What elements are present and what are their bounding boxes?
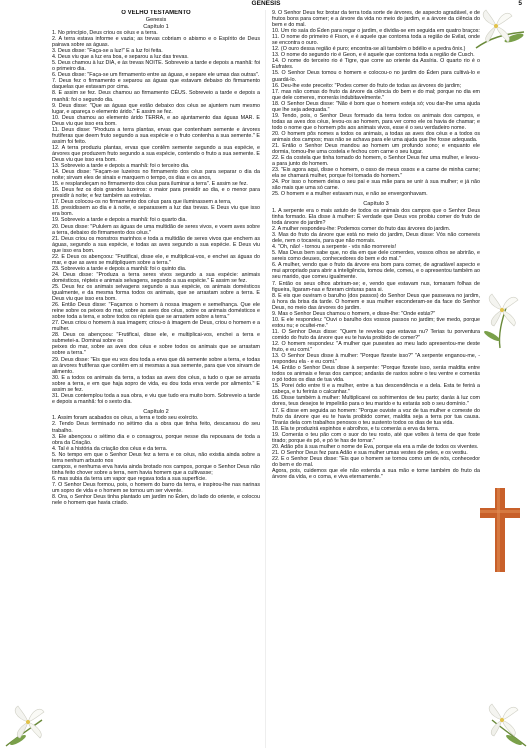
verse: 14. Então o Senhor Deus disse à serpente: "Porque fizeste isso, serás maldita entre todos os animais e feras dos campos; andarás de rastos sobre o teu ventre e comerás o pó todos os dias de tua vida. <box>272 365 480 384</box>
verse: 15. e resplandeçam no firmamento dos céus para iluminar a terra". E assim se fez. <box>52 181 248 188</box>
verse: 21. Deus criou os monstros marinhos e toda a multidão de seres vivos que enchem as águas, segundo a sua espécie, e todas as aves segundo a sua espécie. E Deus viu que isso era bom. <box>52 235 260 254</box>
verse: 4. Tal é a história da criação dos céus e da terra. <box>52 445 168 452</box>
white-lily-icon <box>470 8 528 52</box>
verse: 10. Um rio saía do Éden para regar o jardim, e dividia-se em seguida em quatro braços: <box>272 28 480 35</box>
verse: 16. Deus fez os dois grandes luzeiros: o maior para presidir ao dia, e o menor para presidir à noite; e fez também as estrelas. <box>52 187 260 200</box>
running-title: GENESIS <box>251 0 281 7</box>
verse: 21. Então o Senhor Deus mandou ao homem um profundo sono; e enquanto ele dormia, tomou-lhe uma costela e fechou com carne o seu lugar. <box>272 143 480 156</box>
verse: 12. (O ouro dessa região é puro; encontra-se ali também o bdélio e a pedra ônix.) <box>272 46 466 53</box>
wooden-cross-icon <box>478 486 522 574</box>
verse: 25. Deus fez os animais selvagens segundo a sua espécie, os animais domésticos igualmente, e da mesma forma todos os animais, que se arrastam sobre a terra. E Deus viu que isso era bom. <box>52 283 260 303</box>
verse: 20. Adão pôs à sua mulher o nome de Eva, porque ela era a mãe de todos os viventes. <box>272 443 479 450</box>
verse: 22. E o Senhor Deus disse: "Eis que o homem se tornou como um de nós, conhecedor do bem e do mal. <box>272 455 480 468</box>
verse: 3. Ele abençoou o sétimo dia e o consagrou, porque nesse dia repousara de toda a obra da Criação. <box>52 433 260 446</box>
white-lily-icon <box>476 700 530 748</box>
verse: 23. Sobreveio a tarde e depois a manhã: foi o quinto dia. <box>52 265 187 272</box>
chapter-2-text-left <box>52 415 260 506</box>
book-subtitle: Genesis <box>145 17 167 23</box>
verse: 12. O homem respondeu: "A mulher que pusestes ao meu lado apresentou-me deste fruto, e eu comi." <box>272 340 480 354</box>
chapter-1-text <box>52 30 260 405</box>
verse: 7. Deus fez o firmamento e separou as águas que estavam debaixo do firmamento daquelas que estavam por cima. <box>52 78 260 91</box>
verse: 24. Deus disse: "Produza a terra seres vivos segundo a sua espécie: animais domésticos, répteis e animais selvagens, segundo a sua espécie." E assim se fez. <box>52 271 260 284</box>
book-title: O VELHO TESTAMENTO <box>121 10 191 16</box>
right-column <box>272 10 480 750</box>
verse: 16. Disse também à mulher: Multiplicarei os sofrimentos de teu parto; darás à luz com dores, teus desejos te impelirão para o teu marido e tu estarás sob o seu domínio." <box>272 395 480 408</box>
verse: 14. Deus disse: "Façam-se luzeiros no firmamento dos céus para separar o dia da noite; sirvam eles de sinais e marquem o tempo, os dias e os anos, <box>52 169 260 182</box>
chapter-2-text-right <box>272 10 480 197</box>
white-lily-icon <box>472 290 528 350</box>
verse: 7. Então os seus olhos abriram-se; e, vendo que estavam nus, tomaram folhas de figueira, ligaram-nas e fizeram cinturas para si. <box>272 280 480 293</box>
verse: 2. Tendo Deus terminado no sétimo dia a obra que tinha feito, descansou do seu trabalho. <box>52 421 260 434</box>
verse: 18. Ela te produzirá espinhos e abrolhos, e tu comerás a erva da terra. <box>272 425 440 432</box>
verse: 22. E Deus os abençoou: "Frutificai, disse ele, e multiplicai-vos, e enchei as águas do mar, e que as aves se multipliquem sobre a terra." <box>52 253 260 266</box>
verse: 2. A mulher respondeu-lhe: Podemos comer do fruto das árvores do jardim. <box>272 226 451 233</box>
white-lily-icon <box>2 700 54 748</box>
verse: 22. E da costela que tinha tomado do homem, o Senhor Deus fez uma mulher, e levou-a para junto do homem. <box>272 155 480 168</box>
verse: 1. A serpente era o mais astuto de todos os animais dos campos que o Senhor Deus tinha formado. Ela disse à mulher: É verdade que Deus vos proibiu comer do fruto de toda árvore do jardim? <box>272 207 480 227</box>
verse: 5. Mas Deus bem sabe que, no dia em que dele comerdes, vossos olhos se abrirão, e sereis como deuses, conhecedores do bem e do mal." <box>272 250 480 263</box>
verse: 2. A terra estava informe e vazia; as trevas cobriam o abismo e o Espírito de Deus pairava sobre as águas. <box>52 36 260 49</box>
verse: 27. Deus criou o homem à sua imagem; criou-o à imagem de Deus, criou o homem e a mulher. <box>52 320 260 333</box>
verse: 10. E ele respondeu: "Ouvi o barulho dos vossos passos no jardim; tive medo, porque estou nu; e ocultei-me." <box>272 316 480 329</box>
verse: 17. mas não comas do fruto da árvore da ciência do bem e do mal; porque no dia em que dele comeres, morrerás indubitavelmente." <box>272 88 480 101</box>
verse: 11. O Senhor Deus disse: "Quem te revelou que estavas nu? Terias tu porventura comido do fruto da árvore que eu te havia proibido de comer?" <box>272 328 480 341</box>
verse: 18. O Senhor Deus disse: "Não é bom que o homem esteja só; vou dar-lhe uma ajuda que lhe seja adequada." <box>272 100 480 113</box>
verse: 8. E assim se fez. Deus chamou ao firmamento CÉUS. Sobreveio a tarde e depois a manhã: foi o segundo dia. <box>52 90 260 103</box>
verse: 20. O homem pôs nomes a todos os animais, a todas as aves dos céus e a todos os animais dos campos; mas não se achava para ele uma ajuda que lhe fosse adequada. <box>272 130 480 143</box>
verse: 5. Deus chamou à luz DIA, e às trevas NOITE. Sobreveio a tarde e depois a manhã: foi o primeiro dia. <box>52 60 260 73</box>
verse: 20. Deus disse: "Pululem as águas de uma multidão de seres vivos, e voem aves sobre a terra, debaixo do firmamento dos céus." <box>52 223 260 236</box>
verse: 13. O Senhor Deus disse à mulher: "Porque fizeste isso?" "A serpente enganou-me, - respondeu ela - e eu comi." <box>272 353 480 366</box>
verse: 11. O nome do primeiro é Fison, e é aquele que contorna toda a região de Evilat, onde se encontra o ouro. <box>272 34 480 47</box>
column-divider <box>265 10 266 748</box>
verse: 3. Mas do fruto da árvore que está no meio do jardim, Deus disse: Vós não comereis dele, nem o tocareis, para que não morrais. <box>272 232 480 245</box>
verse: 17. Deus colocou-os no firmamento dos céus para que iluminassem a terra, <box>52 199 232 206</box>
verse: 9. Mas o Senhor Deus chamou o homem, e disse-lhe: "Onde estás?" <box>272 310 436 317</box>
chapter-2-heading: Capítulo 2 <box>143 408 169 415</box>
verse: Agora, pois, cuidemos que ele não estenda a sua mão e tome também do fruto da árvore da vida, e o coma, e viva eternamente." <box>272 467 480 481</box>
verse: 19. Sobreveio a tarde e depois a manhã: foi o quarto dia. <box>52 217 187 224</box>
verse: 1. Assim foram acabados os céus, a terra e todo seu exército. <box>52 415 199 422</box>
verse: 6. A mulher, vendo que o fruto da árvore era bom para comer, de agradável aspecto e mui apropriado para abrir a inteligência, tomou dele, comeu, e o apresentou também ao seu marido, que comeu igualmente. <box>272 262 480 281</box>
verse: 5. No tempo em que o Senhor Deus fez a terra e os céus, não existia ainda sobre a terra nenhum arbusto nos <box>52 451 260 464</box>
chapter-3-text <box>272 208 480 480</box>
verse: 3. Deus disse: "Faça-se a luz!" E a luz foi feita. <box>52 48 163 55</box>
verse: 13. Sobreveio a tarde e depois a manhã: foi o terceiro dia. <box>52 163 190 170</box>
verse: 28. Deus os abençoou: "Frutificai, disse ele, e multiplicai-vos, enchei a terra e submetei-a. Dominai sobre os <box>52 332 260 345</box>
verse: 13. O nome do segundo rio é Geon, e é aquele que contorna toda a região de Cusch. <box>272 52 475 59</box>
verse: 16. Deu-lhe este preceito: "Podes comer do fruto de todas as árvores do jardim; <box>272 82 462 89</box>
verse: 4. "Oh, não! - tornou a serpente - vós não morrereis! <box>272 244 396 251</box>
verse: 4. Deus viu que a luz era boa, e separou a luz das trevas. <box>52 54 189 61</box>
chapter-3-heading: Capítulo 3 <box>363 201 389 208</box>
verse: 9. O Senhor Deus fez brotar da terra toda sorte de árvores, de aspecto agradável, e de frutos bons para comer; e a árvore da vida no meio do jardim, e a árvore da ciência do bem e do mal. <box>272 10 480 29</box>
verse: peixes do mar, sobre as aves dos céus e sobre todos os animais que se arrastam sobre a terra." <box>52 344 260 357</box>
verse: 15. Porei ódio entre ti e a mulher, entre a tua descendência e a dela. Esta te ferirá a cabeça, e tu ferirás o calcanhar." <box>272 383 480 396</box>
verse: 12. A terra produziu plantas, ervas que contêm semente segundo a sua espécie, e árvores que produzem fruto segundo a sua espécie, contendo o fruto a sua semente. E Deus viu que isso era bom. <box>52 144 260 163</box>
verse: 29. Deus disse: "Eis que eu vos dou toda a erva que dá semente sobre a terra, e todas as árvores frutíferas que contêm em si mesmas a sua semente, para que vos sirvam de alimento. <box>52 356 260 375</box>
verse: 6. mas subia da terra um vapor que regava toda a sua superfície. <box>52 475 207 482</box>
verse: 6. Deus disse: "Faça-se um firmamento entre as águas, e separe ele umas das outras". <box>52 72 260 79</box>
chapter-1-heading: Capítulo 1 <box>143 23 169 30</box>
left-column <box>52 10 260 750</box>
page-number: 5 <box>518 0 522 7</box>
verse: 1. No princípio, Deus criou os céus e a terra. <box>52 30 158 36</box>
verse: 18. presidissem ao dia e à noite, e separassem a luz das trevas. E Deus viu que isso era bom. <box>52 205 260 218</box>
verse: 21. O Senhor Deus fez para Adão e sua mulher umas vestes de peles, e os vestiu. <box>272 449 468 456</box>
verse: 25. O homem e a mulher estavam nus, e não se envergonhavam. <box>272 191 428 198</box>
verse: 10. Deus chamou ao elemento árido TERRA, e ao ajuntamento das águas MAR. E Deus viu que isso era bom. <box>52 114 260 127</box>
verse: 30. E a todos os animais da terra, a todas as aves dos céus, a tudo o que se arrasta sobre a terra, e em que haja sopro de vida, eu dou toda erva verde por alimento." E assim se fez. <box>52 374 260 393</box>
verse: 14. O nome do terceiro rio é Tigre, que corre ao oriente da Assíria. O quarto rio é o Eufrates. <box>272 58 480 71</box>
verse: 11. Deus disse: "Produza a terra plantas, ervas que contenham semente e árvores frutíferas que deem fruto segundo a sua espécie e o fruto contenha a sua semente." E assim foi feito. <box>52 126 260 145</box>
verse: 7. O Senhor Deus formou, pois, o homem do barro da terra, e inspirou-lhe nas narinas um sopro de vida e o homem se tornou um ser vivente. <box>52 481 260 494</box>
verse: 15. O Senhor Deus tomou o homem e colocou-o no jardim do Éden para cultivá-lo e guardá-lo. <box>272 70 480 83</box>
verse: 9. Deus disse: "Que as águas que estão debaixo dos céus se ajuntem num mesmo lugar, e apareça o elemento árido." E assim se fez. <box>52 102 260 115</box>
verse: 23. "Eis agora aqui, disse o homem, o osso de meus ossos e a carne de minha carne; ela se chamará mulher, porque foi tomada do homem." <box>272 167 480 180</box>
verse: 8. Ora, o Senhor Deus tinha plantado um jardim no Éden, do lado do oriente, e colocou nele o homem que havia criado. <box>52 494 260 507</box>
verse: 19. Tendo, pois, o Senhor Deus formado da terra todos os animais dos campos, e todas as aves dos céus, levou-os ao homem, para ver como ele os havia de chamar; e todo o nome que o homem pôs aos animais vivos, esse é o seu verdadeiro nome. <box>272 112 480 131</box>
verse: campos, e nenhuma erva havia ainda brotado nos campos, porque o Senhor Deus não tinha feito chover sobre a terra, nem havia homem que a cultivasse; <box>52 463 260 476</box>
verse: 19. Comerás o teu pão com o suor do teu rosto, até que voltes à terra de que foste tirado; porque és pó, e pó te has de tornar." <box>272 431 480 444</box>
verse: 24. Por isso o homem deixa o seu pai e sua mãe para se unir à sua mulher; e já não são mais que uma só carne. <box>272 179 480 192</box>
verse: 8. E eis que ouviram o barulho (dos passos) do Senhor Deus que passeava no jardim, à hora da brisa da tarde. O homem e sua mulher esconderam-se da face do Senhor Deus, no meio das árvores do jardim. <box>272 292 480 311</box>
verse: 31. Deus contemplou toda a sua obra, e viu que tudo era muito bom. Sobreveio a tarde e depois a manhã: foi o sexto dia. <box>52 392 260 405</box>
page-header <box>0 0 532 9</box>
verse: 17. E disse em seguida ao homem: "Porque ouviste a voz de tua mulher e comeste do fruto da árvore que eu te havia proibido comer, maldita seja a terra por tua causa. Tirarás dela com trabalhos penosos o teu sustento todos os dias de tua vida. <box>272 407 480 426</box>
verse: 26. Então Deus disse: "Façamos o homem à nossa imagem e semelhança. Que ele reine sobre os peixes do mar, sobre as aves dos céus, sobre os animais domésticos e sobre toda a terra, e sobre todos os répteis que se arrastem sobre a terra." <box>52 302 260 321</box>
